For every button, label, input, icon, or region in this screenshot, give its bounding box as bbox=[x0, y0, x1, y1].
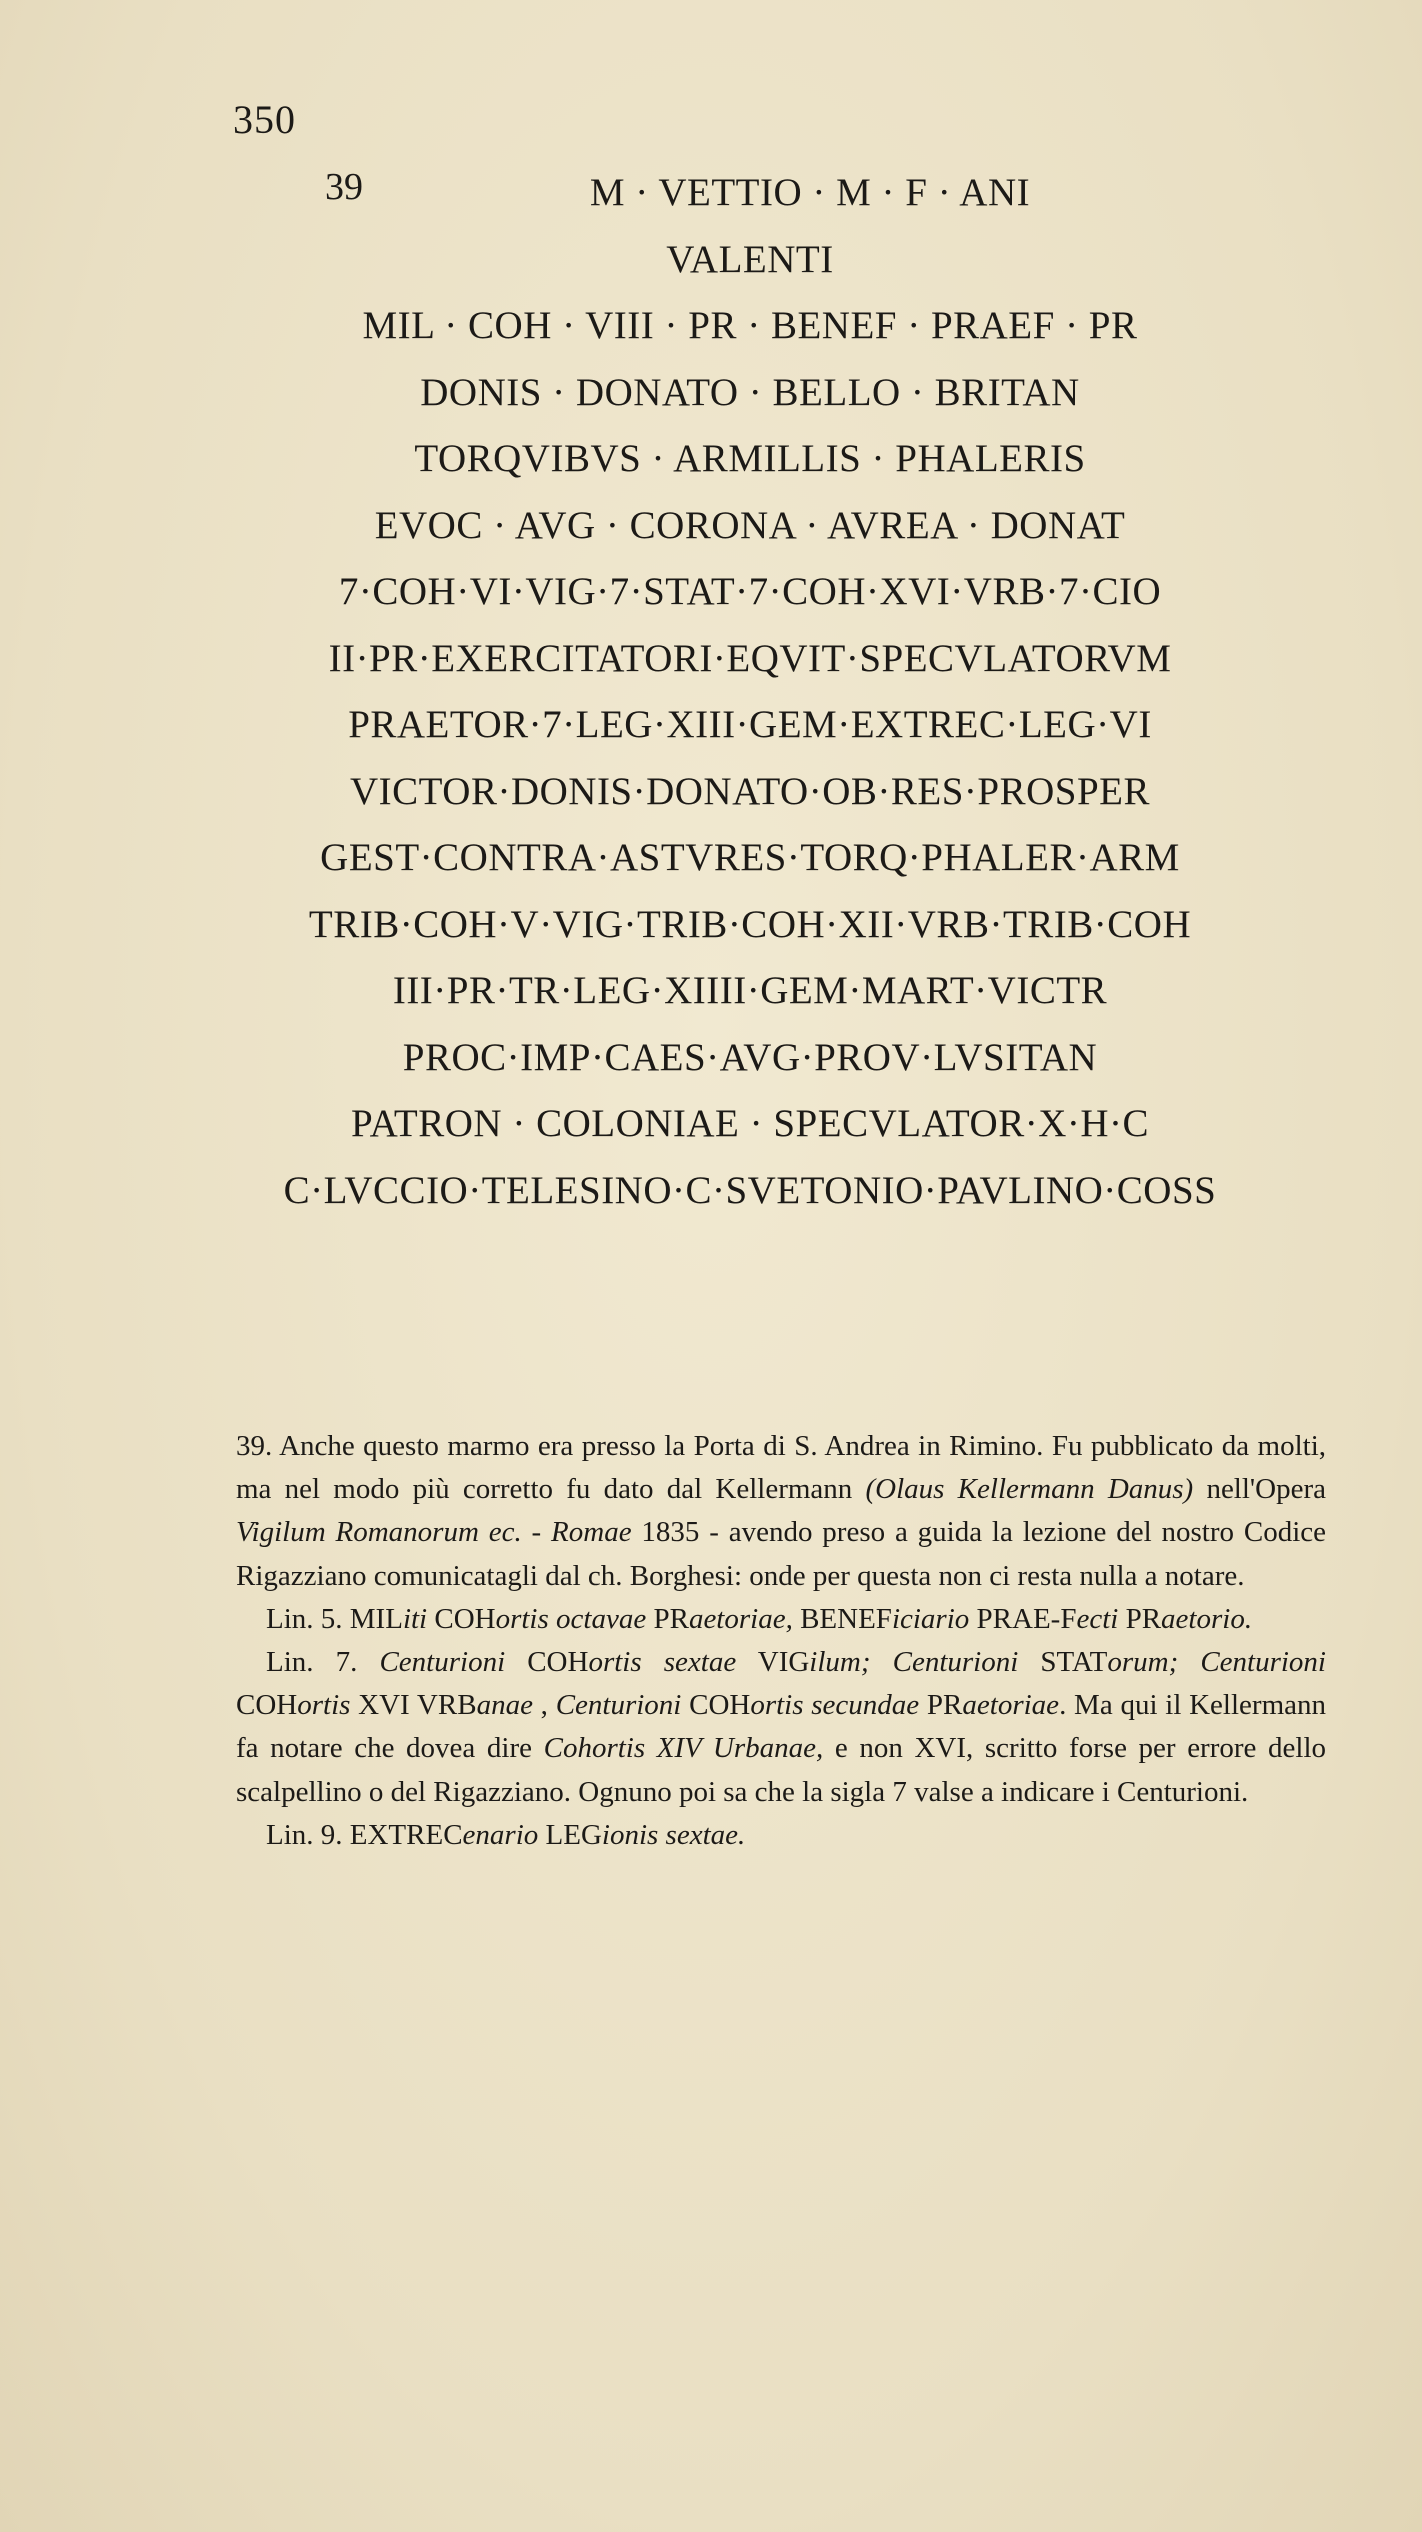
text-run: BENEF bbox=[792, 1602, 892, 1635]
commentary-paragraph bbox=[236, 1641, 1326, 1814]
inscription-line: EVOC · AVG · CORONA · AVREA · DONAT bbox=[374, 503, 1126, 547]
text-run-italic: Vigilum Romanorum ec. - Romae bbox=[236, 1516, 632, 1549]
commentary-paragraph bbox=[236, 1425, 1326, 1598]
inscription-line: DONIS · DONATO · BELLO · BRITAN bbox=[420, 370, 1080, 414]
inscription-line: 7·COH·VI·VIG·7·STAT·7·COH·XVI·VRB·7·CIO bbox=[338, 570, 1162, 613]
text-run: COH bbox=[505, 1646, 589, 1679]
inscription-number: 39 bbox=[325, 166, 363, 208]
text-run: COH bbox=[236, 1689, 298, 1722]
inscription-line: TORQVIBVS · ARMILLIS · PHALERIS bbox=[414, 437, 1086, 480]
text-run: nell'Opera bbox=[1193, 1473, 1326, 1506]
text-run: XVI VRB bbox=[350, 1689, 477, 1722]
text-run-italic: anae bbox=[476, 1689, 533, 1722]
text-run-italic: ionis sextae. bbox=[601, 1818, 746, 1851]
text-run-italic: aetoriae, bbox=[688, 1602, 793, 1635]
inscription-line: M · VETTIO · M · F · ANI bbox=[589, 171, 1031, 214]
text-run-italic: Centurioni bbox=[379, 1646, 506, 1679]
text-run-italic: orum; Centurioni bbox=[1107, 1646, 1326, 1679]
text-run: STAT bbox=[1018, 1646, 1108, 1679]
text-run-italic: iciario bbox=[891, 1602, 970, 1635]
text-run-italic: Cohortis XIV Urbanae, bbox=[543, 1732, 824, 1765]
text-run: COH bbox=[427, 1602, 496, 1635]
text-run-italic: ortis octavae bbox=[495, 1602, 647, 1635]
text-run: PR bbox=[646, 1602, 689, 1635]
inscription-line: VICTOR·DONIS·DONATO·OB·RES·PROSPER bbox=[350, 769, 1150, 813]
text-run-italic: iti bbox=[402, 1602, 428, 1635]
inscription-line: VALENTI bbox=[666, 237, 834, 281]
inscription-line: C·LVCCIO·TELESINO·C·SVETONIO·PAVLINO·COSS bbox=[283, 1168, 1217, 1212]
text-run-italic: Centurioni bbox=[555, 1689, 682, 1722]
text-run-italic: ilum; Centurioni bbox=[809, 1646, 1019, 1679]
inscription-line: PRAETOR·7·LEG·XIII·GEM·EXTREC·LEG·VI bbox=[348, 703, 1152, 746]
text-run: , bbox=[532, 1689, 556, 1722]
text-run-italic: aetorio. bbox=[1161, 1602, 1253, 1635]
inscription-line: III·PR·TR·LEG·XIIII·GEM·MART·VICTR bbox=[392, 969, 1108, 1012]
text-run: . Ma qui il Kellermann fa notare che dovea dire bbox=[236, 1689, 1327, 1765]
text-run-italic: ortis secundae bbox=[750, 1689, 920, 1722]
commentary bbox=[236, 1425, 1326, 1857]
page-number: 350 bbox=[233, 97, 296, 142]
inscription-block bbox=[240, 160, 1260, 1224]
text-run-italic: ecti bbox=[1076, 1602, 1119, 1635]
inscription-line: II·PR·EXERCITATORI·EQVIT·SPECVLATORVM bbox=[328, 636, 1172, 680]
text-run-italic: aetoriae bbox=[962, 1689, 1060, 1722]
text-run: e non XVI, scritto forse per errore dello scalpellino o del Rigazziano. Ognuno poi sa che la sigla 7 valse a indicare i Centurioni. bbox=[236, 1732, 1326, 1808]
text-run: PR bbox=[1118, 1602, 1162, 1635]
inscription-line: PATRON · COLONIAE · SPECVLATOR·X·H·C bbox=[350, 1102, 1150, 1145]
text-run-italic: (Olaus Kellermann Danus) bbox=[865, 1473, 1194, 1506]
inscription-line: MIL · COH · VIII · PR · BENEF · PRAEF · PR bbox=[362, 304, 1138, 347]
text-run: LEG bbox=[538, 1818, 602, 1851]
text-run: PRAE-F bbox=[969, 1602, 1077, 1635]
text-run: PR bbox=[919, 1689, 963, 1722]
commentary-paragraph bbox=[236, 1814, 1326, 1857]
text-run: 1835 - avendo preso a guida la lezione del nostro Codice Rigazziano comunicatagli dal ch. Borghesi: onde per questa non ci resta nulla a notare. bbox=[236, 1516, 1326, 1592]
text-run-italic: ortis bbox=[297, 1689, 351, 1722]
text-run-italic: enario bbox=[462, 1818, 539, 1851]
text-run: 39. Anche questo marmo era presso la Porta di S. Andrea in Rimino. Fu pubblicato da molti, ma nel modo più corretto fu dato dal Kellermann bbox=[236, 1430, 1326, 1506]
text-run: COH bbox=[681, 1689, 751, 1722]
inscription-line: PROC·IMP·CAES·AVG·PROV·LVSITAN bbox=[402, 1035, 1098, 1079]
text-run: Lin. 5. MIL bbox=[266, 1602, 403, 1635]
text-run: VIG bbox=[736, 1646, 810, 1679]
text-run: Lin. 7. bbox=[266, 1646, 380, 1679]
text-run-italic: ortis sextae bbox=[588, 1646, 737, 1679]
inscription-line: TRIB·COH·V·VIG·TRIB·COH·XII·VRB·TRIB·COH bbox=[308, 902, 1192, 946]
text-run: Lin. 9. EXTREC bbox=[266, 1818, 463, 1851]
inscription-line: GEST·CONTRA·ASTVRES·TORQ·PHALER·ARM bbox=[320, 836, 1180, 879]
commentary-paragraph bbox=[236, 1598, 1326, 1641]
